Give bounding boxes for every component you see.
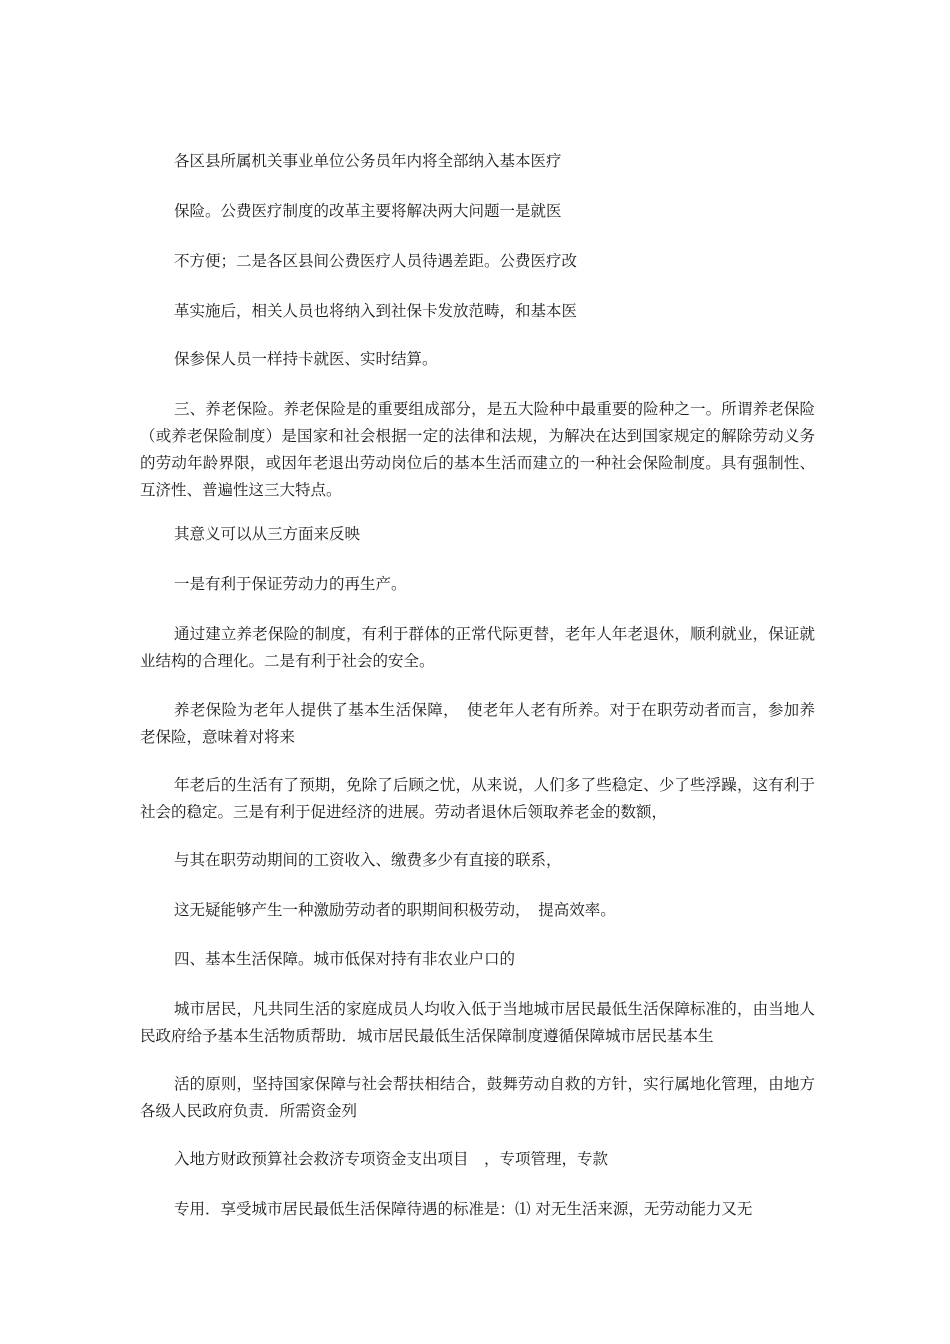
paragraph-standard: 专用．享受城市居民最低生活保障待遇的标准是：⑴ 对无生活来源，无劳动能力又无	[174, 1200, 753, 1218]
paragraph-budget: 入地方财政预算社会救济专项资金支出项目 ，专项管理，专款	[174, 1150, 609, 1168]
paragraph-point-one: 一是有利于保证劳动力的再生产。	[174, 575, 407, 593]
paragraph-significance: 其意义可以从三方面来反映	[174, 525, 361, 543]
paragraph-4: 革实施后，相关人员也将纳入到社保卡发放范畴，和基本医	[174, 302, 578, 320]
paragraph-1: 各区县所属机关事业单位公务员年内将全部纳入基本医疗	[174, 152, 562, 170]
paragraph-principle: 活的原则，坚持国家保障与社会帮扶相结合，鼓舞劳动自救的方针，实行属地化管理，由地方各级人民政府负责．所需资金列	[140, 1075, 815, 1120]
paragraph-urban-residents: 城市居民，凡共同生活的家庭成员人均收入低于当地城市居民最低生活保障标准的，由当地人民政府给予基本生活物质帮助．城市居民最低生活保障制度遵循保障城市居民基本生	[140, 1000, 815, 1045]
paragraph-wage: 与其在职劳动期间的工资收入、缴费多少有直接的联系，	[174, 851, 562, 869]
paragraph-pension-insurance: 三、养老保险。养老保险是的重要组成部分，是五大险种中最重要的险种之一。所谓养老保险（或养老保险制度）是国家和社会根据一定的法律和法规，为解决在达到国家规定的解除劳动义务的劳动年龄界限，或因年老退出劳动岗位后的基本生活而建立的一种社会保险制度。具有强制性、互济性、普遍性这三大特点。	[140, 400, 815, 499]
paragraph-pension-system: 通过建立养老保险的制度，有利于群体的正常代际更替，老年人年老退休，顺利就业，保证就业结构的合理化。二是有利于社会的安全。	[140, 625, 815, 670]
paragraph-2: 保险。公费医疗制度的改革主要将解决两大问题一是就医	[174, 202, 562, 220]
paragraph-basic-living: 四、基本生活保障。城市低保对持有非农业户口的	[174, 950, 516, 968]
paragraph-pension-security: 养老保险为老年人提供了基本生活保障， 使老年人老有所养。对于在职劳动者而言，参加养老保险，意味着对将来	[140, 701, 815, 746]
paragraph-3: 不方便；二是各区县间公费医疗人员待遇差距。公费医疗改	[174, 252, 578, 270]
paragraph-incentive: 这无疑能够产生一种激励劳动者的职期间积极劳动， 提高效率。	[174, 901, 616, 919]
paragraph-5: 保参保人员一样持卡就医、实时结算。	[174, 350, 438, 368]
paragraph-old-age: 年老后的生活有了预期，免除了后顾之忧，从来说，人们多了些稳定、少了些浮躁，这有利于社会的稳定。三是有利于促进经济的进展。劳动者退休后领取养老金的数额，	[140, 776, 815, 821]
